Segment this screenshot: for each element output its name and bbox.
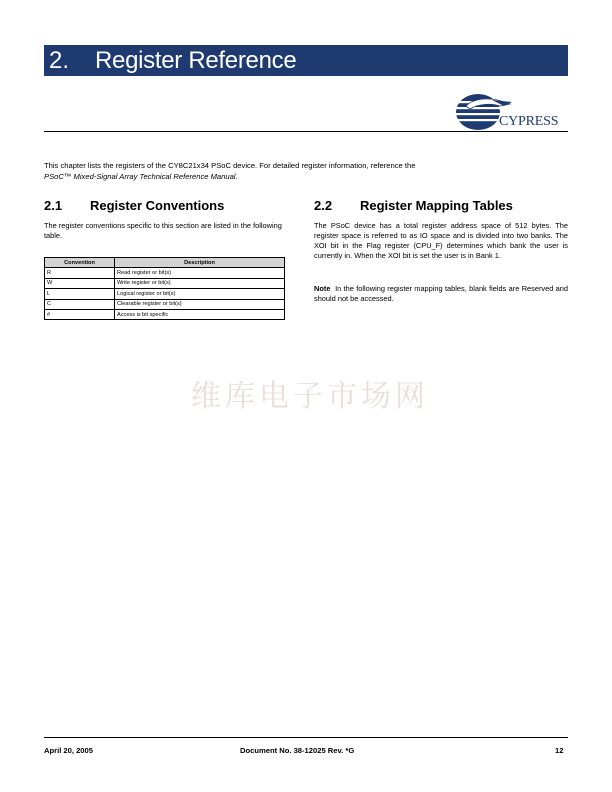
table-row	[45, 299, 285, 309]
description-cell: Logical register or bit(s)	[115, 289, 285, 299]
watermark: 维库电子市场网	[191, 379, 429, 414]
intro-line-1: This chapter lists the registers of the CY8C21x34 PSoC device. For detailed register information, reference the	[44, 161, 416, 170]
section-title: Register Conventions	[90, 198, 225, 213]
convention-cell: L	[45, 289, 115, 299]
table-row	[45, 289, 285, 299]
cypress-logo-text: CYPRESS	[499, 114, 559, 129]
note-label: Note	[314, 284, 331, 293]
convention-cell: C	[45, 299, 115, 309]
convention-cell: R	[45, 268, 115, 278]
description-cell: Clearable register or bit(s)	[115, 299, 285, 309]
convention-cell: W	[45, 278, 115, 288]
table-row	[45, 268, 285, 278]
section-heading-conventions	[44, 198, 224, 213]
convention-cell: #	[45, 309, 115, 319]
note-text: In the following register mapping tables, blank fields are Reserved and should not be accessed.	[314, 284, 568, 303]
chapter-number: 2.	[49, 46, 70, 74]
section-number: 2.2	[314, 198, 333, 213]
section-number: 2.1	[44, 198, 63, 213]
table-row	[45, 309, 285, 319]
column-header-convention: Convention	[45, 258, 115, 268]
footer-date: April 20, 2005	[44, 746, 93, 755]
section-title: Register Mapping Tables	[360, 198, 513, 213]
intro-manual-title: PSoC™ Mixed-Signal Array Technical Reference Manual.	[44, 171, 238, 181]
mapping-tables-paragraph: The PSoC device has a total register address space of 512 bytes. The register space is referred to as IO space and is divided into two banks. The XOI bit in the Flag register (CPU_F) determines which bank the user is currently in. When the XOI bit is set the user is in Bank 1.	[314, 221, 568, 260]
table-header-row	[45, 258, 285, 268]
header-divider	[44, 131, 568, 132]
description-cell: Write register or bit(s)	[115, 278, 285, 288]
footer-page-number: 12	[555, 746, 564, 755]
column-header-description: Description	[115, 258, 285, 268]
conventions-paragraph: The register conventions specific to this section are listed in the following table.	[44, 221, 282, 240]
table-row	[45, 278, 285, 288]
section-heading-mapping-tables	[314, 198, 513, 213]
chapter-title: Register Reference	[95, 46, 297, 74]
chapter-header	[44, 45, 568, 76]
register-conventions-table	[44, 257, 285, 320]
footer-divider	[44, 737, 568, 738]
description-cell: Access is bit specific	[115, 309, 285, 319]
note-paragraph	[314, 284, 568, 304]
footer-document-number: Document No. 38-12025 Rev. *G	[240, 746, 355, 755]
intro-paragraph	[44, 161, 568, 182]
description-cell: Read register or bit(s)	[115, 268, 285, 278]
